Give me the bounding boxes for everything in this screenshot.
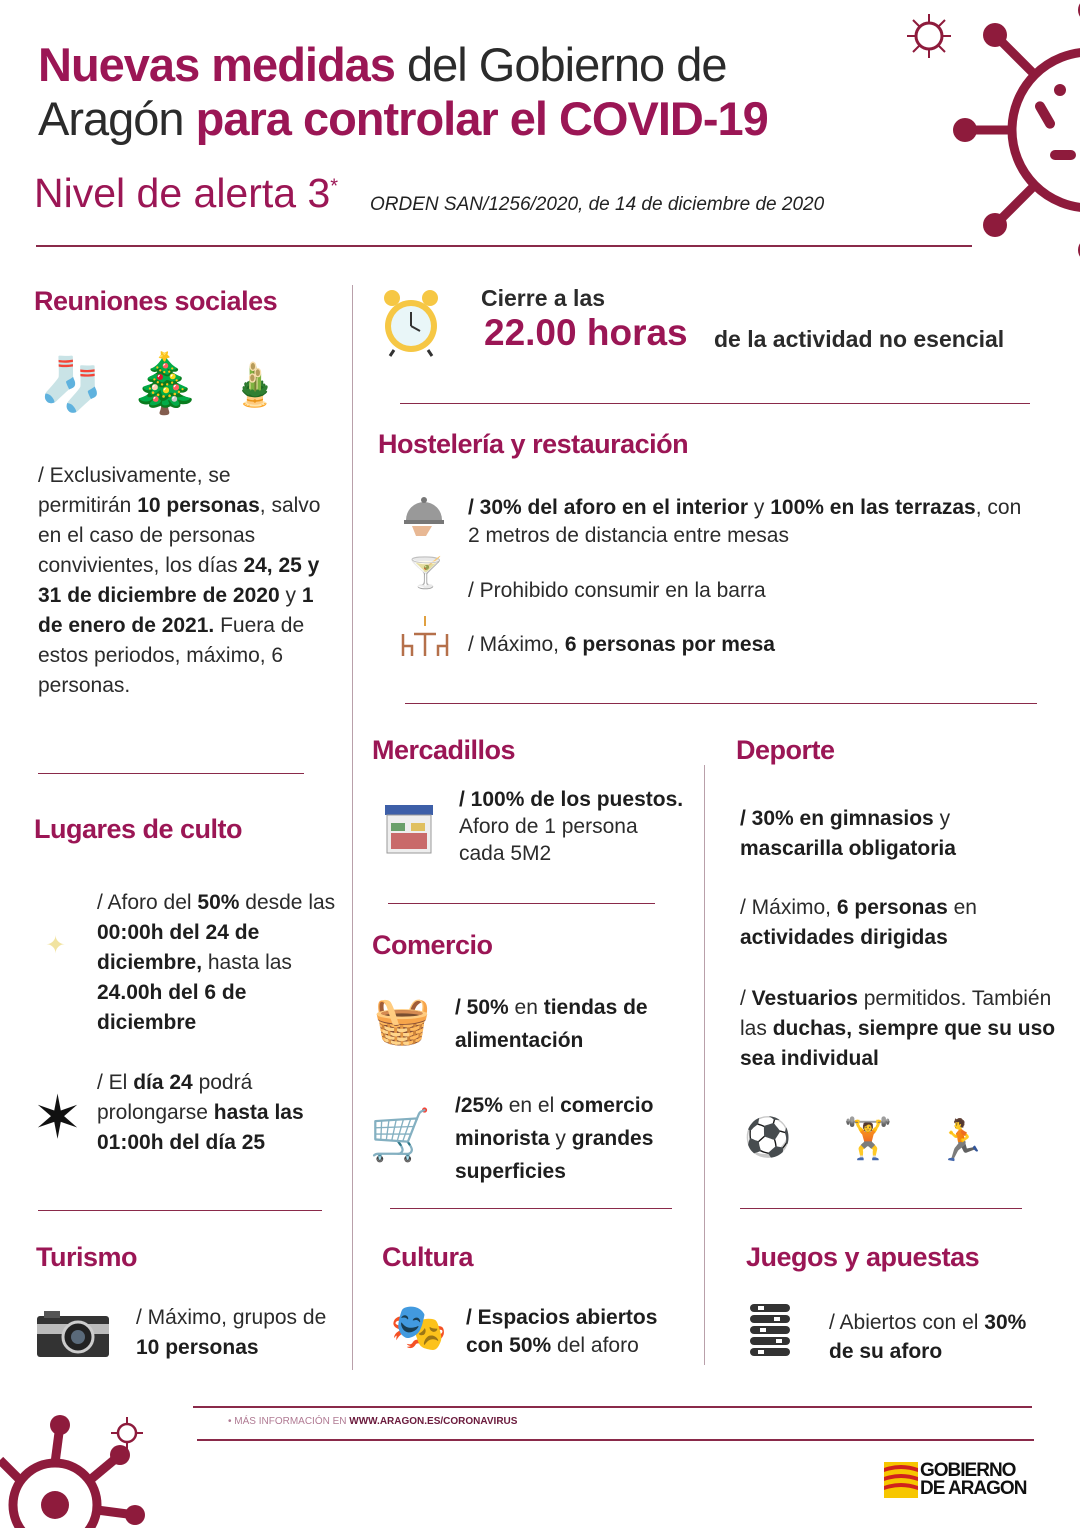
- text-segment: podrá prolongarse: [97, 1071, 253, 1124]
- divider: [390, 1208, 672, 1209]
- text-segment: 50%: [197, 891, 240, 914]
- text-segment: / Espacios abiertos con 50%: [466, 1306, 658, 1357]
- more-info-link[interactable]: WWW.ARAGON.ES/CORONAVIRUS: [349, 1416, 518, 1427]
- text-segment: , salvo en el caso de personas convivientes, los días: [38, 494, 321, 577]
- text-segment: desde las: [239, 891, 336, 914]
- text-segment: duchas, siempre que su uso sea individual: [740, 1017, 1056, 1070]
- mercadillos-text: [459, 786, 684, 867]
- text-segment: / 30% en gimnasios: [740, 807, 934, 830]
- text-segment: en: [508, 996, 544, 1019]
- text-segment: / Abiertos con el: [829, 1311, 985, 1334]
- divider: [38, 773, 304, 774]
- text-segment: del aforo: [551, 1334, 639, 1357]
- divider: [740, 1208, 1022, 1209]
- poker-chips-icon: [748, 1302, 792, 1358]
- market-stall-icon: [383, 803, 435, 855]
- alert-level-text: Nivel de alerta 3: [34, 170, 331, 216]
- divider: [38, 1210, 322, 1211]
- column-divider: [704, 765, 705, 1365]
- text-segment: grandes superficies: [455, 1127, 654, 1183]
- cloche-serving-icon: [402, 490, 446, 540]
- text-segment: permitidos. También las: [740, 987, 1052, 1040]
- divider: [193, 1406, 1032, 1408]
- text-segment: / Prohibido consumir en la barra: [468, 579, 766, 602]
- text-segment: y: [279, 584, 302, 607]
- grocery-basket-icon: 🧺: [373, 993, 432, 1046]
- ornaments-icon: 🎍: [228, 360, 282, 408]
- more-info-prefix: MÁS INFORMACIÓN EN: [234, 1416, 350, 1427]
- section-heading-hosteleria: Hostelería y restauración: [378, 429, 689, 459]
- culto-item: [97, 1068, 337, 1158]
- table-chairs-icon: [400, 612, 450, 658]
- section-heading-deporte: Deporte: [736, 735, 835, 765]
- text-segment: Nuevas medidas: [38, 38, 395, 91]
- cocktail-icon: 🍸: [407, 556, 445, 590]
- title-line-2: [38, 92, 768, 146]
- text-segment: 24, 25 y 31 de diciembre de 2020: [38, 554, 320, 607]
- text-segment: hasta las 01:00h del día 25: [97, 1101, 304, 1154]
- divider: [388, 903, 655, 904]
- alert-level: [34, 170, 338, 217]
- alert-asterisk: *: [330, 175, 339, 198]
- text-segment: para controlar el COVID-19: [195, 92, 768, 145]
- text-segment: Fuera de estos periodos, máximo, 6 personas.: [38, 614, 305, 697]
- virus-illustration-top-right: [940, 0, 1080, 260]
- section-heading-culto: Lugares de culto: [34, 814, 243, 844]
- christmas-stocking-icon: 🧦: [39, 356, 104, 414]
- text-segment: Aragón: [38, 92, 196, 145]
- deporte-item: [740, 984, 1060, 1074]
- reuniones-text: [38, 461, 323, 701]
- text-segment: y: [933, 807, 951, 830]
- comercio-item: [455, 991, 695, 1057]
- text-segment: Aforo de 1 persona cada 5M2: [459, 815, 638, 865]
- text-segment: 30% de su aforo: [829, 1311, 1027, 1363]
- virus-small-icon: [110, 1416, 144, 1450]
- text-segment: , con 2 metros de distancia entre mesas: [468, 496, 1022, 547]
- text-segment: / 30% del aforo en el interior: [468, 496, 749, 519]
- deporte-item: [740, 804, 1040, 864]
- text-segment: / Máximo,: [740, 896, 837, 919]
- comercio-item: [455, 1089, 700, 1188]
- hosteleria-item: [468, 494, 1028, 550]
- text-segment: / Aforo del: [97, 891, 198, 914]
- deporte-item: [740, 893, 1040, 953]
- text-segment: 6 personas: [836, 896, 948, 919]
- camera-icon: [36, 1310, 110, 1358]
- runner-icon: 🏃: [936, 1118, 986, 1163]
- logo-line-2: DE ARAGON: [920, 1478, 1027, 1499]
- text-segment: / Exclusivamente, se permitirán: [38, 464, 231, 517]
- text-segment: comercio minorista: [455, 1094, 654, 1150]
- cierre-time: 22.00 horas: [484, 312, 688, 353]
- alarm-clock-icon: [380, 284, 442, 358]
- turismo-text: [136, 1303, 336, 1363]
- order-reference: ORDEN SAN/1256/2020, de 14 de diciembre de 2020: [370, 194, 825, 215]
- text-segment: y: [748, 496, 771, 519]
- cierre-suffix: de la actividad no esencial: [714, 326, 1005, 352]
- theater-masks-icon: 🎭: [390, 1301, 448, 1353]
- section-heading-turismo: Turismo: [36, 1242, 138, 1272]
- text-segment: 10 personas: [137, 494, 260, 517]
- text-segment: día 24: [133, 1071, 193, 1094]
- text-segment: en: [947, 896, 977, 919]
- text-segment: / Máximo,: [468, 633, 565, 656]
- soccer-ball-icon: ⚽: [744, 1117, 792, 1159]
- page-title: [38, 38, 768, 146]
- cierre-label: Cierre a las: [481, 285, 606, 311]
- logo-line-1: GOBIERNO: [920, 1460, 1016, 1481]
- text-segment: 6 personas por mesa: [564, 633, 775, 656]
- culto-item: [97, 888, 347, 1038]
- text-segment: 100% en las terrazas: [770, 496, 976, 519]
- column-divider: [352, 285, 353, 1370]
- divider: [197, 1439, 1034, 1441]
- text-segment: y: [549, 1127, 572, 1150]
- juegos-text: [829, 1308, 1049, 1366]
- more-info: • MÁS INFORMACIÓN EN WWW.ARAGON.ES/CORONAVIRUS: [228, 1416, 518, 1427]
- gobierno-aragon-logo: [884, 1462, 1026, 1498]
- text-segment: /25%: [455, 1094, 503, 1117]
- text-segment: / 100% de los puestos.: [459, 788, 684, 811]
- shopping-cart-icon: 🛒: [369, 1106, 432, 1163]
- star-icon: ✶: [32, 1083, 83, 1151]
- divider: [400, 403, 1030, 404]
- hosteleria-item: [468, 576, 1028, 606]
- sparkle-light-icon: ✦: [45, 931, 66, 959]
- title-line-1: [38, 38, 768, 92]
- text-segment: 10 personas: [136, 1336, 259, 1359]
- text-segment: 24.00h del 6 de diciembre: [97, 981, 247, 1034]
- text-segment: / 50%: [455, 996, 509, 1019]
- text-segment: tiendas de alimentación: [455, 996, 648, 1052]
- divider: [405, 703, 1037, 704]
- text-segment: / Máximo, grupos de: [136, 1306, 327, 1329]
- text-segment: /: [740, 987, 752, 1010]
- text-segment: / El: [97, 1071, 134, 1094]
- text-segment: 1 de enero de 2021.: [38, 584, 314, 637]
- virus-small-icon: [905, 12, 953, 60]
- section-heading-reuniones: Reuniones sociales: [34, 286, 278, 316]
- christmas-tree-icon: 🎄: [128, 351, 202, 416]
- weightlifter-icon: 🏋: [843, 1116, 893, 1161]
- section-heading-mercadillos: Mercadillos: [372, 735, 516, 765]
- section-heading-juegos: Juegos y apuestas: [746, 1242, 980, 1272]
- text-segment: 00:00h del 24 de diciembre,: [97, 921, 260, 974]
- text-segment: en el: [502, 1094, 561, 1117]
- section-heading-comercio: Comercio: [372, 930, 493, 960]
- section-heading-cultura: Cultura: [382, 1242, 473, 1272]
- divider: [36, 245, 972, 247]
- text-segment: Vestuarios: [751, 987, 858, 1010]
- text-segment: hasta las: [202, 951, 292, 974]
- aragon-flag-icon: [884, 1462, 918, 1498]
- hosteleria-item: [468, 630, 1028, 660]
- text-segment: mascarilla obligatoria: [740, 837, 956, 860]
- text-segment: del Gobierno de: [394, 38, 727, 91]
- text-segment: actividades dirigidas: [740, 926, 948, 949]
- cultura-text: [466, 1304, 696, 1360]
